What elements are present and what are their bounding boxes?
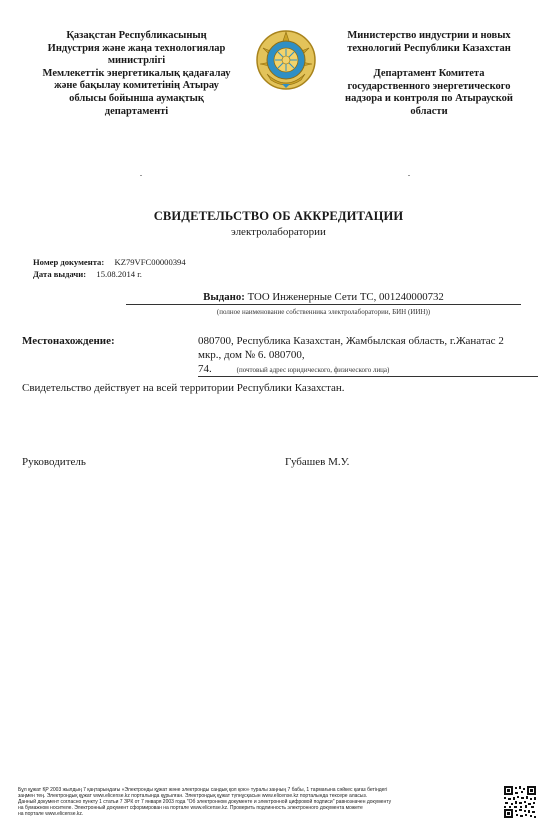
- scan-dot: [408, 175, 410, 176]
- header-right-line: надзора и контроля по Атырауской: [345, 93, 513, 105]
- document-number-value: KZ79VFC00000394: [114, 257, 186, 267]
- legal-footer: [18, 787, 488, 817]
- footer-line: заңмен тең. Электрондық құжат www.elicense.kz порталында құрылған. Электрондық құжат түпнұсқасын www.elicense.kz порталында тексере аласыз.: [18, 793, 368, 799]
- signer-role: Руководитель: [22, 456, 86, 468]
- header-left-line: және бақылау комитетінің Атырау: [54, 80, 219, 92]
- issued-to-caption: (полное наименование собственника электролаборатории, БИН (ИИН)): [216, 308, 431, 316]
- footer-line: на портале www.elicense.kz.: [18, 811, 84, 817]
- issue-date-label: Дата выдачи:: [33, 269, 87, 279]
- header-left-kazakh: [24, 30, 249, 118]
- document-title: СВИДЕТЕЛЬСТВО ОБ АККРЕДИТАЦИИ: [153, 209, 404, 223]
- document-subtitle: электролаборатории: [231, 226, 326, 238]
- issue-date-value: 15.08.2014 г.: [96, 269, 142, 279]
- qr-code-icon: [503, 785, 537, 819]
- header-right-russian: [326, 30, 532, 119]
- issued-to-label: Выдано:: [203, 291, 245, 303]
- header-right-line: государственного энергетического: [347, 80, 511, 92]
- location-caption: (почтовый адрес юридического, физического лица): [236, 366, 390, 374]
- header-right-line: Министерство индустрии и новых: [347, 30, 511, 41]
- header-left-line: Индустрия және жаңа технологиялар: [47, 42, 226, 54]
- issued-to-value: ТОО Инженерные Сети ТС, 001240000732: [247, 291, 444, 303]
- header-left-line: Қазақстан Республикасының: [66, 30, 207, 41]
- document-number-row: [33, 257, 186, 267]
- header-left-line: департаменті: [104, 105, 169, 117]
- header-right-line: технологий Республики Казахстан: [347, 42, 511, 54]
- document-number-label: Номер документа:: [33, 257, 105, 267]
- issue-date-row: [33, 269, 142, 279]
- signer-name: Губашев М.У.: [285, 456, 350, 468]
- header-left-line: Мемлекеттік энергетикалық қадағалау: [42, 67, 231, 79]
- header-left-line: облысы бойынша аумақтық: [69, 92, 204, 104]
- kazakhstan-state-emblem-icon: [255, 28, 317, 92]
- issued-to-row: [126, 291, 521, 305]
- location-line-2: мкр., дом № 6. 080700, 74.: [198, 348, 538, 377]
- location-label: Местонахождение:: [22, 335, 115, 347]
- scan-dot: [140, 175, 142, 176]
- footer-line: на бумажном носителе. Электронный документ сформирован на портале www.elicense.kz. Проверить подлинность электронного документа можете: [18, 805, 363, 811]
- footer-line: Бұл құжат ҚР 2003 жылдың 7 қаңтарындағы «Электронды құжат және электронды сандық қол қою» туралы заңның 7 бабы, 1 тармағына сәйкес қағаз бетіндегі: [18, 787, 388, 793]
- validity-statement: Свидетельство действует на всей территории Республики Казахстан.: [22, 382, 345, 394]
- header-right-line: Департамент Комитета: [373, 68, 485, 80]
- header-left-line: министрлігі: [107, 55, 166, 67]
- header-right-line: области: [410, 105, 448, 117]
- location-line-1: 080700, Республика Казахстан, Жамбылская область, г.Жанатас 2: [198, 335, 504, 347]
- footer-line: Данный документ согласно пункту 1 статьи 7 ЗРК от 7 января 2003 года "Об электронном документе и электронной цифровой подписи" равнозначен документу: [18, 799, 392, 805]
